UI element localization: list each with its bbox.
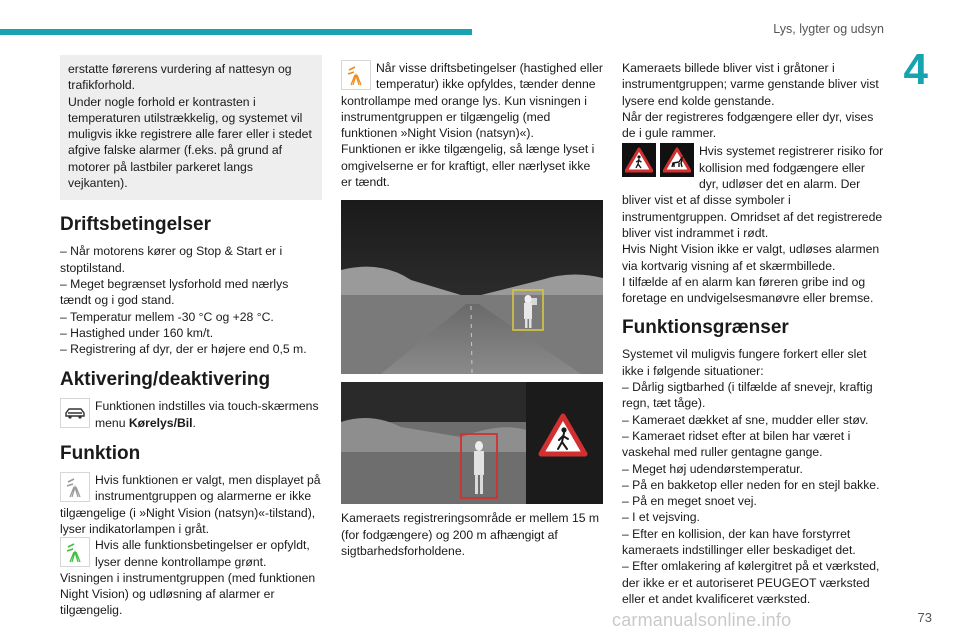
night-vision-image-alert — [341, 382, 603, 504]
limits-intro: Systemet vil muligvis fungere forkert eller slet ikke i følgende situationer: — [622, 347, 867, 378]
heading-driftsbetingelser: Driftsbetingelser — [60, 214, 211, 236]
list-item: – På en bakketop eller neden for en stejl bakke. — [622, 477, 880, 492]
list-item: – I et vejsving. — [622, 510, 700, 525]
night-vision-lamp-icon — [60, 472, 90, 502]
night-vision-image-road — [341, 200, 603, 374]
list-item: – Hastighed under 160 km/t. — [60, 325, 214, 340]
car-settings-icon — [60, 398, 90, 428]
alarm-paragraph — [622, 143, 886, 241]
image-caption: Kameraets registreringsområde er mellem 15 m (for fodgængere) og 200 m afhængigt af sigtbarhedsforholdene. — [341, 511, 600, 558]
column-2 — [341, 60, 603, 559]
list-item: – Temperatur mellem -30 °C og +28 °C. — [60, 309, 274, 324]
availability-text: Funktionen er ikke tilgængelig, så længe lyset i omgivelserne er for kraftigt, eller nærlyset ikke er tændt. — [341, 142, 595, 190]
page-number: 73 — [917, 610, 932, 625]
list-item: – Kameraet dækket af sne, mudder eller støv. — [622, 412, 869, 427]
note-line: Under nogle forhold er kontrasten i temperaturen utilstrækkelig, og systemet vil muligvis ikke registrere alle farer eller i stedet afgive falske alarmer (f.eks. på grund af motorer på lastbiler parkeret langs vejkanten). — [68, 94, 312, 191]
list-item: – Efter omlakering af kølergitret på et værksted, der ikke er et autoriseret PEUGEOT værksted eller et andet kvalificeret værksted. — [622, 559, 880, 606]
heading-funktionsgraenser: Funktionsgrænser — [622, 317, 789, 339]
list-item: – Efter en kollision, der kan have forstyrret kameraets indstillinger eller beskadiget det. — [622, 526, 856, 558]
list-item: – På en meget snoet vej. — [622, 494, 757, 509]
activation-end: . — [192, 415, 196, 430]
limits-list — [622, 379, 886, 607]
conditions-list — [60, 243, 322, 357]
chapter-number: 4 — [903, 45, 928, 94]
alarm-text-2: Hvis Night Vision ikke er valgt, udløses alarmen via kortvarig visning af et skærmbillede. — [622, 242, 880, 273]
camera-text-2: Når der registreres fodgængere eller dyr, vises de i gule rammer. — [622, 109, 874, 141]
function-text-1: Hvis funktionen er valgt, men displayet på instrumentgruppen og alarmerne er ikke tilgængelige (i »Night Vision (natsyn)«-tilstand), lyser indikatorlampen i gråt. — [60, 473, 321, 536]
note-box — [60, 55, 322, 200]
night-vision-lamp-orange-icon — [341, 60, 371, 90]
orange-lamp-text: Når visse driftsbetingelser (hastighed eller temperatur) ikke opfyldes, tænder denne kontrollampe med orange lys. Kun visningen i instrumentgruppen er tilgængelig (med funktionen »Night Vision (natsyn)«). — [341, 61, 603, 141]
column-1 — [60, 55, 322, 619]
header-accent-bar — [0, 29, 472, 35]
heading-aktivering: Aktivering/deaktivering — [60, 369, 271, 391]
note-line: erstatte førerens vurdering af nattesyn og trafikforhold. — [68, 62, 292, 93]
column-3 — [622, 60, 886, 607]
activation-paragraph — [60, 398, 322, 431]
list-item: – Kameraet ridset efter at bilen har været i vaskehal med ruller gentagne gange. — [622, 428, 851, 460]
camera-text-1: Kameraets billede bliver vist i gråtoner i instrumentgruppen; varme genstande bliver vist lysere end kolde genstande. — [622, 61, 879, 108]
warning-symbols — [622, 143, 694, 177]
night-vision-lamp-green-icon — [60, 537, 90, 567]
pedestrian-warning-icon — [622, 143, 656, 177]
list-item: – Når motorens kører og Stop & Start er i stoptilstand. — [60, 244, 283, 275]
orange-lamp-paragraph — [341, 60, 603, 141]
alarm-text-3: I tilfælde af en alarm kan føreren gribe ind og foretage en undvigelsesmanøvre eller bremse. — [622, 274, 874, 306]
function-paragraph-2 — [60, 537, 322, 570]
animal-warning-icon — [660, 143, 694, 177]
section-title: Lys, lygter og udsyn — [773, 22, 884, 36]
list-item: – Registrering af dyr, der er højere end 0,5 m. — [60, 342, 307, 357]
function-text-3: Visningen i instrumentgruppen (med funktionen Night Vision) og udløsning af alarmer er tilgængelig. — [60, 570, 316, 618]
list-item: – Meget høj udendørstemperatur. — [622, 461, 803, 476]
heading-funktion: Funktion — [60, 443, 141, 465]
watermark: carmanualsonline.info — [612, 610, 792, 630]
menu-path: Kørelys/Bil — [128, 415, 193, 430]
list-item: – Meget begrænset lysforhold med nærlys tændt og i god stand. — [60, 276, 289, 308]
activation-text: Funktionen indstilles via touch-skærmens menu — [95, 399, 319, 430]
function-text-2: Hvis alle funktionsbetingelser er opfyldt, lyser denne kontrollampe grønt. — [95, 538, 310, 569]
list-item: – Dårlig sigtbarhed (i tilfælde af snevejr, kraftig regn, tæt tåge). — [622, 380, 873, 411]
alarm-text: Hvis systemet registrerer risiko for kollision med fodgængere eller dyr, udløser det en alarm. Der bliver vist et af disse symboler i instrumentgruppen. Omridset af det registrerede bliver vist indrammet i rødt. — [622, 144, 884, 240]
function-paragraph-1 — [60, 472, 322, 537]
